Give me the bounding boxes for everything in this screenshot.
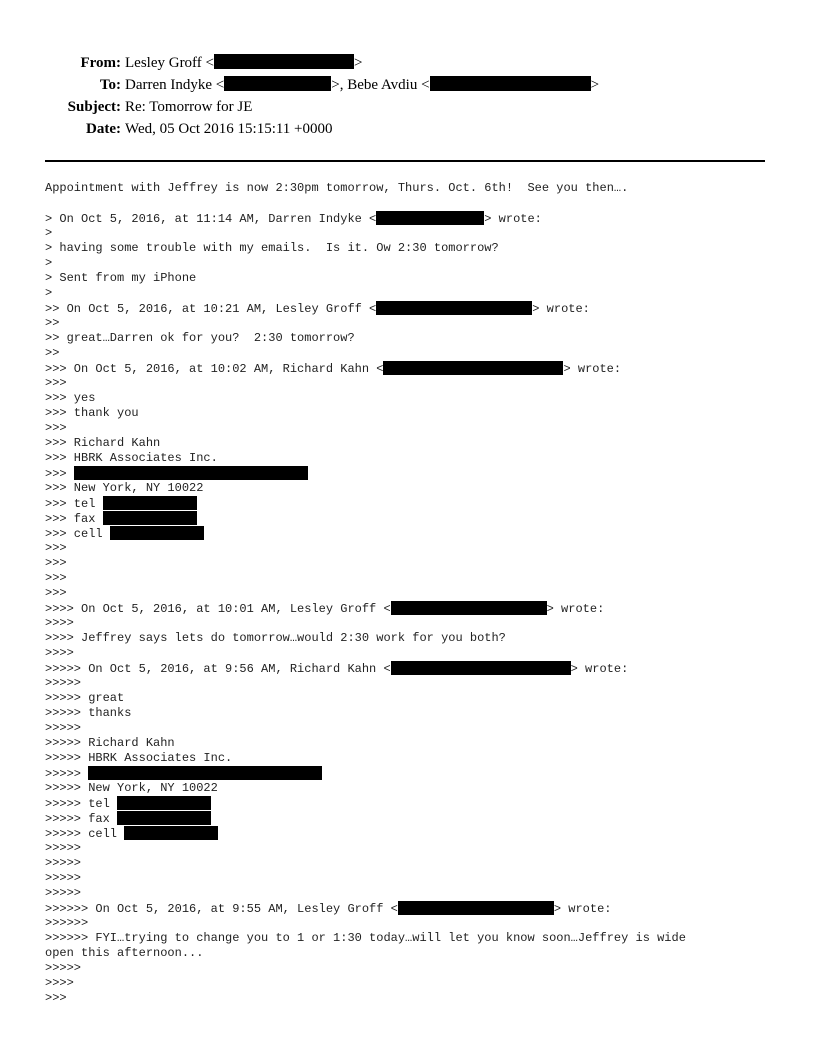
body-line-text: >>>>> <box>45 767 89 781</box>
body-line <box>45 181 785 196</box>
body-line-text: >>> <box>45 556 67 570</box>
body-line <box>45 556 785 571</box>
body-line <box>45 256 785 271</box>
body-line <box>45 571 785 586</box>
body-line <box>45 361 785 376</box>
body-line <box>45 991 785 1006</box>
body-line-text: >>> New York, NY 10022 <box>45 481 204 495</box>
from-row <box>0 52 816 74</box>
body-line-text: >>>>> thanks <box>45 706 132 720</box>
to-name-1: Darren Indyke < <box>125 77 225 93</box>
body-line-text: >>> cell <box>45 527 110 541</box>
body-line <box>45 241 785 256</box>
body-line <box>45 661 785 676</box>
date-row <box>0 118 816 140</box>
body-line-text: > <box>45 256 53 270</box>
body-line <box>45 451 785 466</box>
date-label: Date: <box>86 121 121 137</box>
body-line <box>45 301 785 316</box>
body-line-suffix: > wrote: <box>553 902 612 916</box>
body-line-text: >>>>> HBRK Associates Inc. <box>45 751 233 765</box>
body-line <box>45 901 785 916</box>
body-line-text: >>>>> tel <box>45 797 118 811</box>
body-line <box>45 421 785 436</box>
body-line-text: > Sent from my iPhone <box>45 271 197 285</box>
body-line <box>45 721 785 736</box>
body-line-text: >>>>> Richard Kahn <box>45 736 175 750</box>
body-line-text: >>> <box>45 467 74 481</box>
to-row <box>0 74 816 96</box>
body-line-text: Appointment with Jeffrey is now 2:30pm tomorrow, Thurs. Oct. 6th! See you then…. <box>45 181 629 195</box>
body-line-text: >>>> Jeffrey says lets do tomorrow…would 2:30 work for you both? <box>45 631 506 645</box>
body-line-text: >>>> <box>45 976 74 990</box>
redaction-block <box>103 511 197 525</box>
body-line-text: >> <box>45 346 60 360</box>
body-line-text: >>>>> great <box>45 691 125 705</box>
from-name: Lesley Groff < <box>125 55 214 71</box>
subject-row <box>0 96 816 118</box>
body-line <box>45 286 785 301</box>
body-line <box>45 931 785 946</box>
redaction-block <box>391 601 547 615</box>
redaction-block <box>110 526 204 540</box>
body-line <box>45 706 785 721</box>
body-line <box>45 616 785 631</box>
body-line-text: >>>>> <box>45 856 82 870</box>
body-line <box>45 691 785 706</box>
redaction-block <box>391 661 571 675</box>
body-line-text: >>> <box>45 991 67 1005</box>
body-line <box>45 346 785 361</box>
body-line-text: >>> <box>45 541 67 555</box>
redaction-block <box>376 211 484 225</box>
body-line-text: >>> Richard Kahn <box>45 436 161 450</box>
body-line-text: > <box>45 286 53 300</box>
body-line <box>45 736 785 751</box>
body-line <box>45 856 785 871</box>
body-line <box>45 946 785 961</box>
body-line-text: >>>>> fax <box>45 812 118 826</box>
body-line <box>45 811 785 826</box>
redaction-block <box>74 466 308 480</box>
subject-value: Re: Tomorrow for JE <box>125 99 253 115</box>
line-gap <box>45 196 785 211</box>
to-name-2: >, Bebe Avdiu < <box>331 77 430 93</box>
body-line-suffix: > wrote: <box>570 662 629 676</box>
body-line-text: >>>>>> On Oct 5, 2016, at 9:55 AM, Lesley Groff < <box>45 902 398 916</box>
body-line <box>45 781 785 796</box>
body-line-text: >>>> <box>45 616 74 630</box>
redaction-block <box>224 76 331 91</box>
header-divider <box>45 160 765 162</box>
to-value: Darren Indyke < >, Bebe Avdiu < > <box>125 77 600 93</box>
body-line-text: >>>>>> FYI…trying to change you to 1 or 1:30 today…will let you know soon…Jeffrey is wide <box>45 931 686 945</box>
body-line <box>45 271 785 286</box>
redaction-block <box>117 811 211 825</box>
date-value: Wed, 05 Oct 2016 15:15:11 +0000 <box>125 121 333 137</box>
body-line-text: >>>>> <box>45 721 82 735</box>
redaction-block <box>383 361 563 375</box>
subject-label: Subject: <box>67 99 121 115</box>
body-line-text: >>>>> <box>45 961 82 975</box>
body-line-text: >>> tel <box>45 497 103 511</box>
body-line <box>45 511 785 526</box>
body-line <box>45 766 785 781</box>
body-line-text: > On Oct 5, 2016, at 11:14 AM, Darren Indyke < <box>45 212 377 226</box>
body-line <box>45 526 785 541</box>
from-label: From: <box>80 55 121 71</box>
body-line <box>45 541 785 556</box>
redaction-block <box>117 796 211 810</box>
body-line <box>45 676 785 691</box>
body-line-text: >>>>> <box>45 676 82 690</box>
body-line <box>45 391 785 406</box>
body-line-text: >>> thank you <box>45 406 139 420</box>
body-line-text: >> great…Darren ok for you? 2:30 tomorrow? <box>45 331 355 345</box>
body-line-text: >>> yes <box>45 391 96 405</box>
body-line <box>45 751 785 766</box>
body-line-text: >>>>> On Oct 5, 2016, at 9:56 AM, Richard Kahn < <box>45 662 391 676</box>
body-line <box>45 601 785 616</box>
body-line-text: >>> <box>45 421 67 435</box>
body-line-suffix: > wrote: <box>546 602 605 616</box>
body-line <box>45 916 785 931</box>
body-line-text: > having some trouble with my emails. Is it. Ow 2:30 tomorrow? <box>45 241 499 255</box>
body-line <box>45 226 785 241</box>
body-line <box>45 316 785 331</box>
body-line-text: >>>>> <box>45 841 82 855</box>
redaction-block <box>214 54 354 69</box>
body-line-text: >>>> <box>45 646 74 660</box>
body-line <box>45 586 785 601</box>
body-line-text: >> On Oct 5, 2016, at 10:21 AM, Lesley Groff < <box>45 302 377 316</box>
body-line <box>45 496 785 511</box>
body-line <box>45 376 785 391</box>
redaction-block <box>103 496 197 510</box>
body-line-text: >>>>> <box>45 886 82 900</box>
body-line-text: >>> On Oct 5, 2016, at 10:02 AM, Richard Kahn < <box>45 362 384 376</box>
body-line-text: >>> HBRK Associates Inc. <box>45 451 218 465</box>
body-line <box>45 211 785 226</box>
body-line <box>45 436 785 451</box>
body-line-suffix: > wrote: <box>484 212 542 226</box>
body-line <box>45 631 785 646</box>
body-line <box>45 871 785 886</box>
body-line-text: >>> <box>45 376 67 390</box>
redaction-block <box>124 826 218 840</box>
body-line-text: >>> <box>45 571 67 585</box>
from-value: Lesley Groff < > <box>125 55 363 71</box>
email-body <box>45 181 785 1006</box>
body-line <box>45 961 785 976</box>
body-line <box>45 841 785 856</box>
body-line <box>45 976 785 991</box>
redaction-block <box>398 901 554 915</box>
body-line-text: >>>> On Oct 5, 2016, at 10:01 AM, Lesley Groff < <box>45 602 391 616</box>
redaction-block <box>88 766 322 780</box>
body-line-text: >>>>> <box>45 871 82 885</box>
body-line-suffix: > wrote: <box>532 302 590 316</box>
body-line <box>45 796 785 811</box>
redaction-block <box>376 301 532 315</box>
body-line-suffix: > wrote: <box>563 362 622 376</box>
body-line <box>45 826 785 841</box>
body-line <box>45 646 785 661</box>
body-line-text: >>>>> New York, NY 10022 <box>45 781 218 795</box>
body-line-text: >>> <box>45 586 67 600</box>
body-line-text: >> <box>45 316 60 330</box>
body-line <box>45 466 785 481</box>
body-line <box>45 331 785 346</box>
body-line-text: >>>>> cell <box>45 827 125 841</box>
body-line-text: > <box>45 226 53 240</box>
redaction-block <box>430 76 591 91</box>
body-line <box>45 886 785 901</box>
to-label: To: <box>99 77 121 93</box>
body-line-text: open this afternoon... <box>45 946 204 960</box>
body-line-text: >>> fax <box>45 512 103 526</box>
body-line <box>45 481 785 496</box>
body-line-text: >>>>>> <box>45 916 89 930</box>
body-line <box>45 406 785 421</box>
